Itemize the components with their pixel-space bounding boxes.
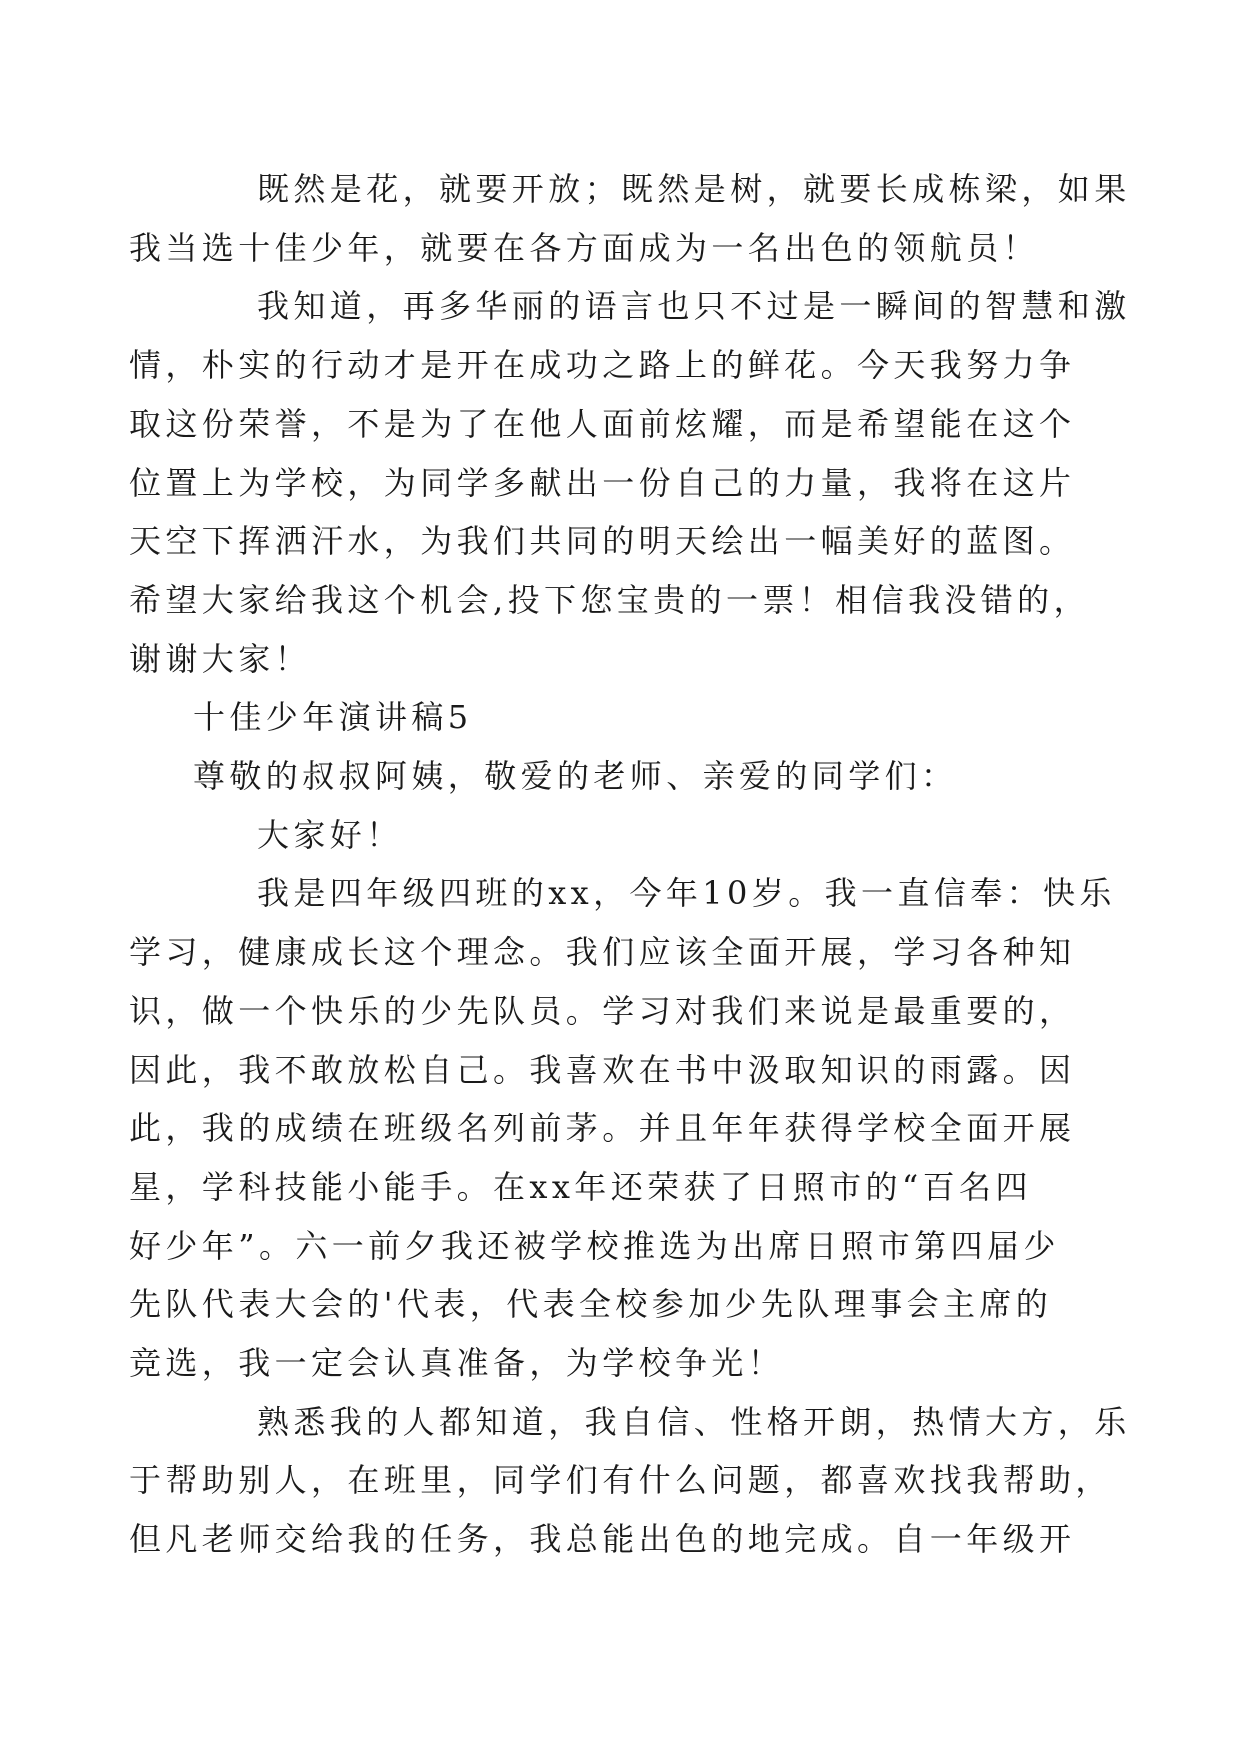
- text-line: 但凡老师交给我的任务，我总能出色的地完成。自一年级开: [129, 1520, 1076, 1559]
- paragraph: [129, 864, 1116, 1392]
- document-body: [129, 160, 1131, 1569]
- paragraph: [129, 277, 1131, 688]
- text-line: 竞选，我一定会认真准备，为学校争光！: [129, 1344, 785, 1383]
- text-line: 星，学科技能小能手。在xx年还荣获了日照市的“百名四: [129, 1167, 1032, 1206]
- text-line: 位置上为学校，为同学多献出一份自己的力量，我将在这片: [129, 463, 1076, 502]
- section-heading: [193, 688, 1073, 747]
- text-line: 谢谢大家！: [129, 639, 312, 678]
- salutation: [193, 747, 1073, 806]
- text-line: 既然是花，就要开放；既然是树，就要长成栋梁，如果: [257, 170, 1131, 208]
- greeting: [193, 806, 1073, 865]
- text-line: 大家好！: [257, 815, 403, 854]
- paragraph: [129, 160, 1131, 277]
- text-line: 于帮助别人，在班里，同学们有什么问题，都喜欢找我帮助，: [129, 1461, 1112, 1500]
- text-line: 我当选十佳少年，就要在各方面成为一名出色的领航员！: [129, 228, 1040, 267]
- text-line: 我是四年级四班的xx，今年10岁。我一直信奉：快乐: [257, 874, 1116, 913]
- text-line: 先队代表大会的'代表，代表全校参加少先队理事会主席的: [129, 1285, 1053, 1324]
- text-line: 此，我的成绩在班级名列前茅。并且年年获得学校全面开展: [129, 1109, 1076, 1148]
- text-line: 天空下挥洒汗水，为我们共同的明天绘出一幅美好的蓝图。: [129, 522, 1076, 561]
- text-line: 学习，健康成长这个理念。我们应该全面开展，学习各种知: [129, 933, 1076, 972]
- text-line: 情，朴实的行动才是开在成功之路上的鲜花。今天我努力争: [129, 346, 1076, 385]
- text-line: 熟悉我的人都知道，我自信、性格开朗，热情大方，乐: [257, 1402, 1131, 1441]
- text-line: 好少年”。六一前夕我还被学校推选为出席日照市第四届少: [129, 1226, 1060, 1265]
- text-line: 因此，我不敢放松自己。我喜欢在书中汲取知识的雨露。因: [129, 1050, 1076, 1089]
- paragraph: [129, 1393, 1131, 1569]
- text-line: 十佳少年演讲稿5: [193, 698, 473, 737]
- text-line: 取这份荣誉，不是为了在他人面前炫耀，而是希望能在这个: [129, 404, 1076, 443]
- text-line: 尊敬的叔叔阿姨，敬爱的老师、亲爱的同学们：: [193, 757, 958, 796]
- text-line: 我知道，再多华丽的语言也只不过是一瞬间的智慧和激: [257, 287, 1131, 326]
- text-line: 识，做一个快乐的少先队员。学习对我们来说是最重要的，: [129, 991, 1076, 1030]
- text-line: 希望大家给我这个机会,投下您宝贵的一票！相信我没错的，: [129, 580, 1090, 619]
